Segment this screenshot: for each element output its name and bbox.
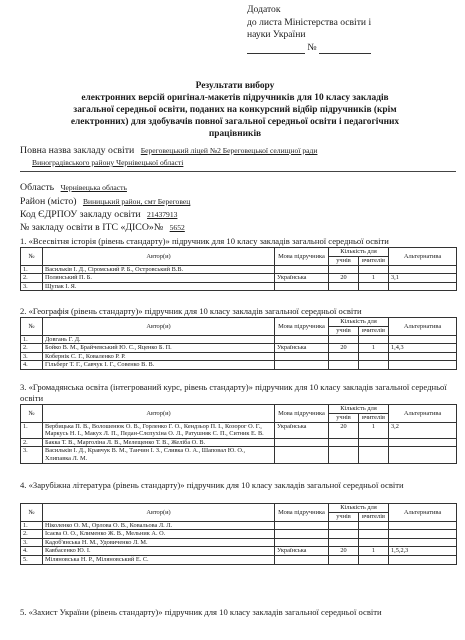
row-teachers: [359, 521, 389, 530]
row-lang: [275, 538, 329, 547]
district-label: Район (місто): [20, 196, 77, 207]
row-teachers: [359, 447, 389, 463]
row-authors: Васильків І. Д., Сіромський Р. Б., Островський В.В.: [43, 265, 275, 274]
date-blank: [247, 53, 305, 54]
table-row: [21, 335, 457, 344]
row-alt: 3,1: [389, 274, 457, 283]
header-alt: Альтернатива: [389, 318, 457, 336]
row-alt: [389, 265, 457, 274]
row-authors: Міляновська Н. Р., Міляновський Е. С.: [43, 555, 275, 564]
row-authors: Гільберг Т. Г., Савчук І. Г., Совенко В. В.: [43, 361, 275, 370]
row-lang: Українська: [275, 422, 329, 438]
row-alt: 1,5,2,3: [389, 547, 457, 556]
row-students: [329, 335, 359, 344]
row-no: 3.: [21, 538, 43, 547]
row-teachers: [359, 438, 389, 447]
itc-label: № закладу освіти в ІТС «ДІСО»№: [20, 222, 164, 233]
row-students: [329, 438, 359, 447]
header-qty: Кількість для: [329, 318, 389, 327]
table-row: [21, 447, 457, 463]
row-authors: Щупак І. Я.: [43, 282, 275, 291]
row-authors: Вербицька П. В., Волошенюк О. В., Горленко Г. О., Кендзьор П. І., Козорог О. Г., Маркусь Н. І., Макух Л. П., Педан-Слєпухіна О. Л., Ратушняк С. П., Ситник Е. В.: [43, 422, 275, 438]
edrpou-value: 21437913: [147, 210, 178, 219]
header-qty: Кількість для: [329, 504, 389, 513]
header-authors: Автор(и): [43, 318, 275, 336]
row-lang: [275, 530, 329, 539]
heading-line5: працівників: [208, 129, 262, 139]
section-1-table: [20, 247, 457, 291]
row-no: 3.: [21, 352, 43, 361]
header-students: учнів: [329, 257, 359, 266]
row-authors: Кадоб'янська Н. М., Удовиченко Л. М.: [43, 538, 275, 547]
row-students: [329, 265, 359, 274]
row-alt: [389, 538, 457, 547]
row-lang: [275, 555, 329, 564]
row-students: [329, 530, 359, 539]
heading-line4: електронних) для здобувачів повної загальної середньої освіти і педагогічних: [70, 117, 400, 127]
row-authors: Кобернік С. Г., Коваленко Р. Р.: [43, 352, 275, 361]
table-row: [21, 352, 457, 361]
table-row: [21, 530, 457, 539]
row-students: 20: [329, 274, 359, 283]
row-teachers: 1: [359, 344, 389, 353]
section-3-table: [20, 404, 457, 464]
addendum-line2: до листа Міністерства освіти і: [247, 16, 372, 28]
heading-line3: загальної середньої освіти, поданих на конкурсний відбір підручників (крім: [73, 105, 397, 115]
row-lang: [275, 335, 329, 344]
row-no: 1.: [21, 265, 43, 274]
section-2-table: [20, 317, 457, 370]
addendum-line1: Додаток: [247, 4, 281, 15]
row-alt: 1,4,3: [389, 344, 457, 353]
row-no: 1.: [21, 422, 43, 438]
heading-line2: електронних версій оригінал-макетів підручників для 10 класу закладів: [81, 93, 389, 103]
row-authors: Васильків І. Д., Кравчук В. М., Танчин І. З., Сливка О. А., Шаповал Ю. О., Хлипавка Л. М.: [43, 447, 275, 463]
row-teachers: [359, 335, 389, 344]
table-row: [21, 555, 457, 564]
row-students: [329, 555, 359, 564]
row-students: [329, 538, 359, 547]
header-teachers: вчителів: [359, 327, 389, 336]
row-students: [329, 521, 359, 530]
table-row: [21, 547, 457, 556]
section-2-title: 2. «Географія (рівень стандарту)» підручник для 10 класу закладів загальної середньої освіти: [20, 306, 362, 316]
header-alt: Альтернатива: [389, 248, 457, 266]
divider-line: [20, 171, 456, 172]
header-students: учнів: [329, 414, 359, 423]
row-students: [329, 352, 359, 361]
row-alt: [389, 438, 457, 447]
header-no: №: [21, 248, 43, 266]
row-no: 1.: [21, 521, 43, 530]
header-alt: Альтернатива: [389, 405, 457, 423]
institution-name-label: Повна назва закладу освіти: [20, 145, 135, 156]
header-no: №: [21, 318, 43, 336]
header-lang: Мова підручника: [275, 504, 329, 522]
table-row: [21, 265, 457, 274]
header-authors: Автор(и): [43, 405, 275, 423]
row-teachers: [359, 352, 389, 361]
table-row: [21, 274, 457, 283]
table-row: [21, 538, 457, 547]
header-lang: Мова підручника: [275, 405, 329, 423]
row-teachers: [359, 555, 389, 564]
region-label: Область: [20, 182, 55, 193]
row-teachers: 1: [359, 547, 389, 556]
header-teachers: вчителів: [359, 414, 389, 423]
row-no: 5.: [21, 555, 43, 564]
row-authors: Ісаєва О. О., Клименко Ж. В., Мельник А. О.: [43, 530, 275, 539]
row-teachers: [359, 530, 389, 539]
row-no: 2.: [21, 438, 43, 447]
row-no: 2.: [21, 274, 43, 283]
row-no: 3.: [21, 282, 43, 291]
row-alt: [389, 521, 457, 530]
row-alt: [389, 361, 457, 370]
section-4-title: 4. «Зарубіжна література (рівень стандарту)» підручник для 10 класу закладів загальної середньої освіти: [20, 480, 404, 490]
row-no: 1.: [21, 335, 43, 344]
header-students: учнів: [329, 513, 359, 522]
row-teachers: [359, 538, 389, 547]
row-lang: [275, 265, 329, 274]
row-students: [329, 361, 359, 370]
row-alt: [389, 282, 457, 291]
header-students: учнів: [329, 327, 359, 336]
row-students: 20: [329, 422, 359, 438]
table-row: [21, 521, 457, 530]
institution-name-field-cont: [20, 157, 183, 169]
header-teachers: вчителів: [359, 513, 389, 522]
row-teachers: 1: [359, 422, 389, 438]
header-no: №: [21, 504, 43, 522]
row-no: 4.: [21, 547, 43, 556]
header-authors: Автор(и): [43, 504, 275, 522]
institution-name-value: Береговецький ліцей №2 Береговецької селищної ради: [140, 146, 318, 155]
header-qty: Кількість для: [329, 405, 389, 414]
row-no: 3.: [21, 447, 43, 463]
header-no: №: [21, 405, 43, 423]
header-lang: Мова підручника: [275, 318, 329, 336]
edrpou-label: Код ЄДРПОУ закладу освіти: [20, 209, 141, 220]
section-3-title: 3. «Громадянська освіта (інтегрований курс, рівень стандарту)» підручник для 10 класу закладів загальної середньої освіти: [20, 382, 447, 403]
institution-name-field: [20, 145, 317, 157]
addendum-block: [247, 4, 457, 54]
row-alt: [389, 352, 457, 361]
row-alt: [389, 530, 457, 539]
region-field: [20, 182, 127, 194]
row-alt: [389, 555, 457, 564]
row-lang: [275, 361, 329, 370]
row-teachers: [359, 361, 389, 370]
row-lang: Українська: [275, 547, 329, 556]
header-authors: Автор(и): [43, 248, 275, 266]
header-lang: Мова підручника: [275, 248, 329, 266]
row-students: [329, 447, 359, 463]
row-authors: Ніколенко О. М., Орлова О. В., Ковальова Л. Л.: [43, 521, 275, 530]
table-row: [21, 282, 457, 291]
district-field: [20, 196, 190, 208]
row-no: 2.: [21, 530, 43, 539]
row-teachers: [359, 282, 389, 291]
number-blank: [319, 53, 371, 54]
row-authors: Полянський П. Б.: [43, 274, 275, 283]
number-sign: №: [307, 41, 317, 53]
row-lang: [275, 447, 329, 463]
row-authors: Бойко В. М., Брайчевський Ю. С., Яценко Б. П.: [43, 344, 275, 353]
region-value: Чернівецька область: [60, 183, 127, 192]
row-students: 20: [329, 547, 359, 556]
row-lang: Українська: [275, 274, 329, 283]
addendum-number-line: [247, 42, 457, 55]
table-row: [21, 438, 457, 447]
table-row: [21, 422, 457, 438]
institution-name-value2: Виноградівського району Чернівецької області: [32, 158, 184, 167]
edrpou-field: [20, 209, 177, 221]
header-qty: Кількість для: [329, 248, 389, 257]
row-lang: [275, 282, 329, 291]
row-students: [329, 282, 359, 291]
section-4-table: [20, 503, 457, 565]
itc-value: 5652: [169, 223, 185, 232]
row-lang: Українська: [275, 344, 329, 353]
row-lang: [275, 438, 329, 447]
row-no: 2.: [21, 344, 43, 353]
table-row: [21, 361, 457, 370]
row-lang: [275, 521, 329, 530]
district-value: Виницький район, смт Береговец: [82, 197, 191, 206]
header-teachers: вчителів: [359, 257, 389, 266]
row-alt: 3,2: [389, 422, 457, 438]
row-alt: [389, 447, 457, 463]
row-alt: [389, 335, 457, 344]
section-1-title: 1. «Всесвітня історія (рівень стандарту)» підручник для 10 класу закладів загальної середньої освіти: [20, 236, 389, 246]
row-teachers: [359, 265, 389, 274]
row-authors: Довгань Г. Д.: [43, 335, 275, 344]
table-row: [21, 344, 457, 353]
row-lang: [275, 352, 329, 361]
row-students: 20: [329, 344, 359, 353]
heading-line1: Результати вибору: [195, 81, 275, 91]
addendum-line3: науки України: [247, 29, 306, 40]
row-no: 4.: [21, 361, 43, 370]
document-heading: [20, 80, 450, 140]
itc-field: [20, 222, 185, 234]
header-alt: Альтернатива: [389, 504, 457, 522]
section-5-title: 5. «Захист України (рівень стандарту)» підручник для 10 класу закладів загальної середньої освіти: [20, 607, 382, 617]
row-authors: Кавбасенко Ю. І.: [43, 547, 275, 556]
row-authors: Бакка Т. В., Марголіна Л. В., Мелещенко Т. В., Желіба О. В.: [43, 438, 275, 447]
row-teachers: 1: [359, 274, 389, 283]
